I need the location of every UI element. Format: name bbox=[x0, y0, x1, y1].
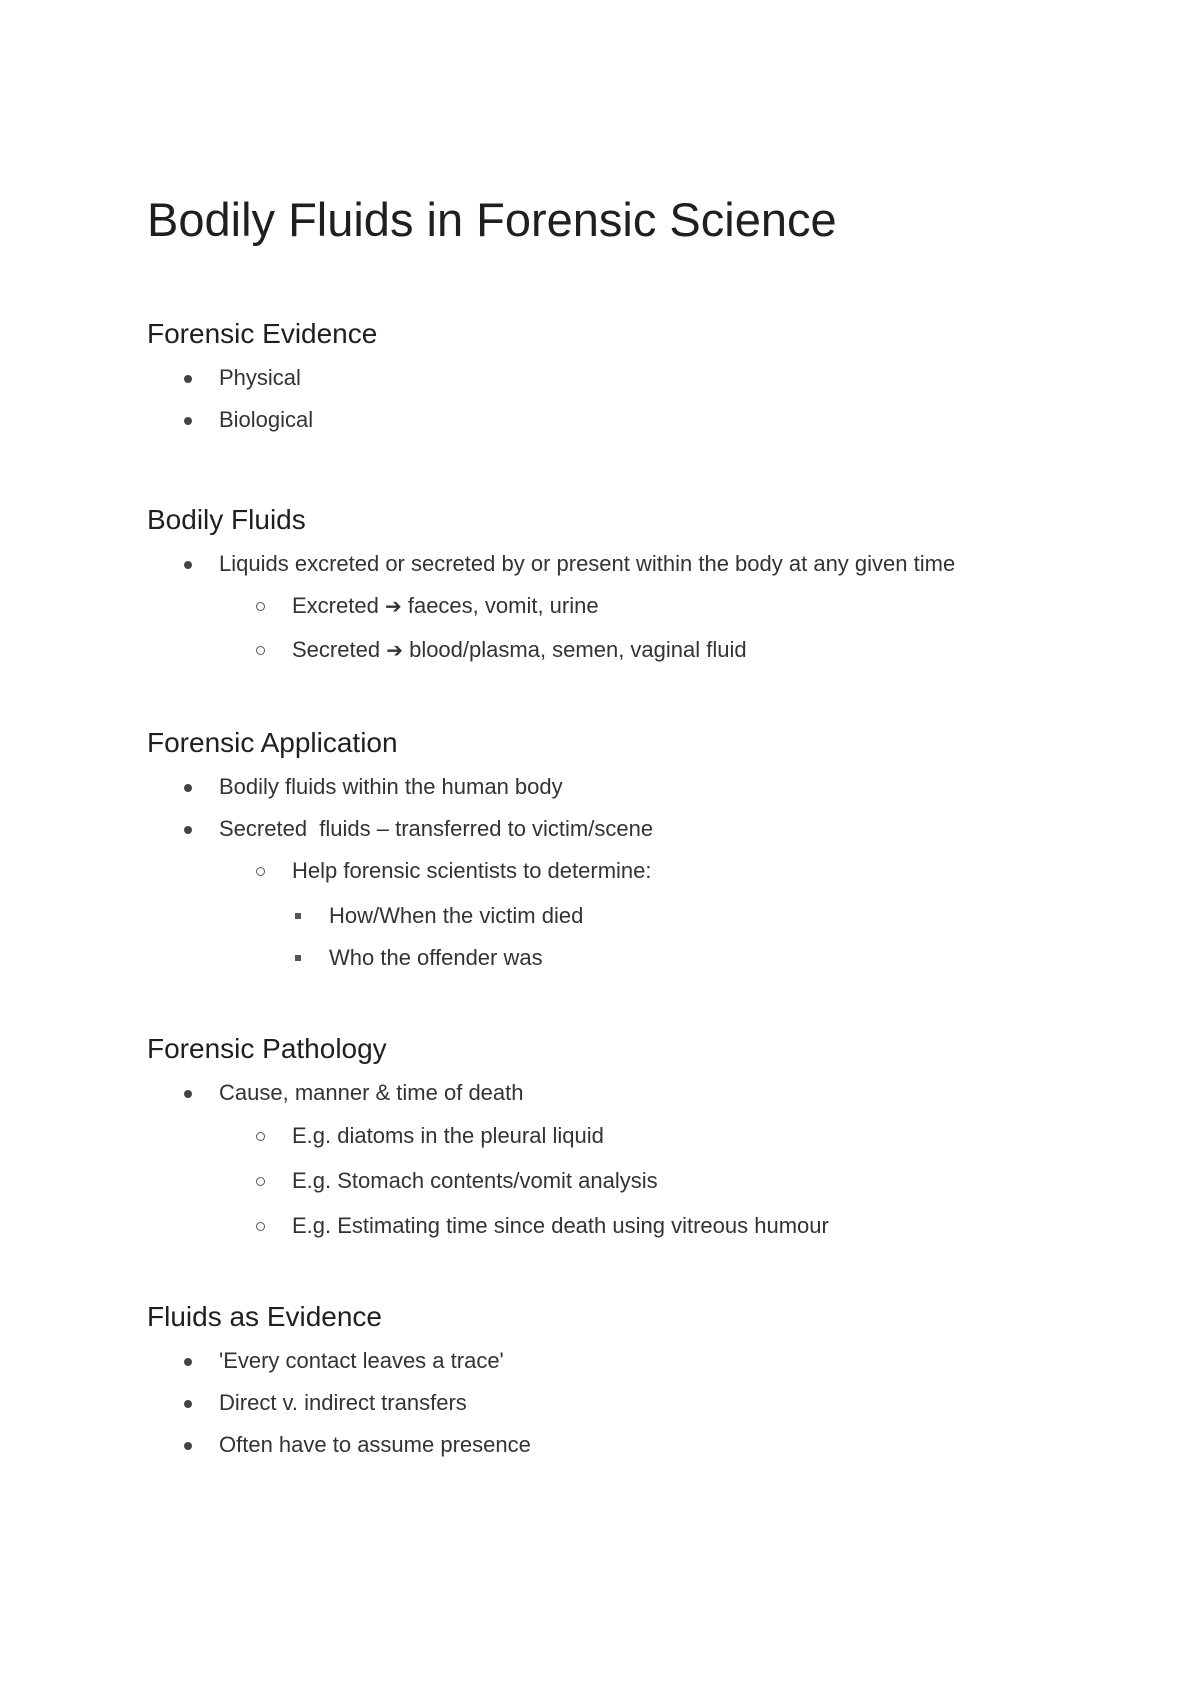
sub-item-text: blood/plasma, semen, vaginal fluid bbox=[409, 637, 747, 662]
sub-item-label: Excreted bbox=[292, 593, 379, 618]
hollow-bullet-icon bbox=[256, 646, 265, 655]
sub-item-text: E.g. diatoms in the pleural liquid bbox=[292, 1123, 604, 1148]
list-item bbox=[219, 814, 653, 844]
document-title: Bodily Fluids in Forensic Science bbox=[147, 193, 837, 246]
hollow-bullet-icon bbox=[256, 1132, 265, 1141]
bullet-icon bbox=[184, 417, 192, 425]
sub-list-item bbox=[292, 591, 599, 621]
arrow-right-icon: ➔ bbox=[386, 638, 403, 662]
square-bullet-icon bbox=[295, 913, 301, 919]
list-item-text: Often have to assume presence bbox=[219, 1432, 531, 1457]
sub-list-item bbox=[292, 1121, 604, 1151]
list-item bbox=[219, 1430, 531, 1460]
section-heading: Forensic Pathology bbox=[147, 1033, 387, 1064]
bullet-icon bbox=[184, 784, 192, 792]
hollow-bullet-icon bbox=[256, 867, 265, 876]
list-item-text: Biological bbox=[219, 407, 314, 432]
list-item bbox=[219, 1346, 504, 1376]
list-item-text: Secreted fluids – transferred to victim/scene bbox=[219, 816, 654, 841]
sub-item-label: Secreted bbox=[292, 637, 381, 662]
list-item-text: Physical bbox=[219, 365, 301, 390]
list-item bbox=[219, 405, 313, 435]
list-item-text: Cause, manner & time of death bbox=[219, 1080, 524, 1105]
square-bullet-icon bbox=[295, 955, 301, 961]
sub-sub-item-text: How/When the victim died bbox=[329, 903, 584, 928]
list-item bbox=[219, 772, 563, 802]
bullet-icon bbox=[184, 1358, 192, 1366]
arrow-right-icon: ➔ bbox=[384, 594, 402, 618]
hollow-bullet-icon bbox=[256, 1177, 265, 1186]
list-item bbox=[219, 363, 301, 393]
sub-list-item bbox=[292, 856, 652, 886]
bullet-icon bbox=[184, 1442, 192, 1450]
bullet-icon bbox=[184, 375, 192, 383]
bullet-icon bbox=[184, 1090, 192, 1098]
list-item bbox=[219, 1388, 467, 1418]
bullet-icon bbox=[184, 1400, 192, 1408]
sub-list-item bbox=[292, 1211, 829, 1241]
list-item bbox=[219, 1078, 524, 1108]
hollow-bullet-icon bbox=[256, 602, 265, 611]
list-item-text: Bodily fluids within the human body bbox=[219, 774, 563, 799]
sub-sub-list-item bbox=[329, 943, 543, 973]
list-item-text: Direct v. indirect transfers bbox=[219, 1390, 467, 1415]
list-item-text: Liquids excreted or secreted by or present within the body at any given time bbox=[219, 551, 956, 576]
hollow-bullet-icon bbox=[256, 1222, 265, 1231]
sub-item-text: Help forensic scientists to determine: bbox=[292, 858, 652, 883]
list-item-text: 'Every contact leaves a trace' bbox=[219, 1348, 504, 1373]
sub-item-text: E.g. Stomach contents/vomit analysis bbox=[292, 1168, 658, 1193]
sub-sub-item-text: Who the offender was bbox=[329, 945, 543, 970]
bullet-icon bbox=[184, 826, 192, 834]
sub-list-item bbox=[292, 635, 747, 665]
section-heading: Fluids as Evidence bbox=[147, 1301, 383, 1332]
list-item bbox=[219, 549, 955, 579]
bullet-icon bbox=[184, 561, 192, 569]
sub-item-text: faeces, vomit, urine bbox=[407, 593, 599, 618]
section-heading: Forensic Evidence bbox=[147, 318, 378, 349]
sub-list-item bbox=[292, 1166, 658, 1196]
sub-item-text: E.g. Estimating time since death using vitreous humour bbox=[292, 1213, 829, 1238]
section-heading: Forensic Application bbox=[147, 727, 398, 758]
section-heading: Bodily Fluids bbox=[147, 504, 306, 535]
sub-sub-list-item bbox=[329, 901, 583, 931]
